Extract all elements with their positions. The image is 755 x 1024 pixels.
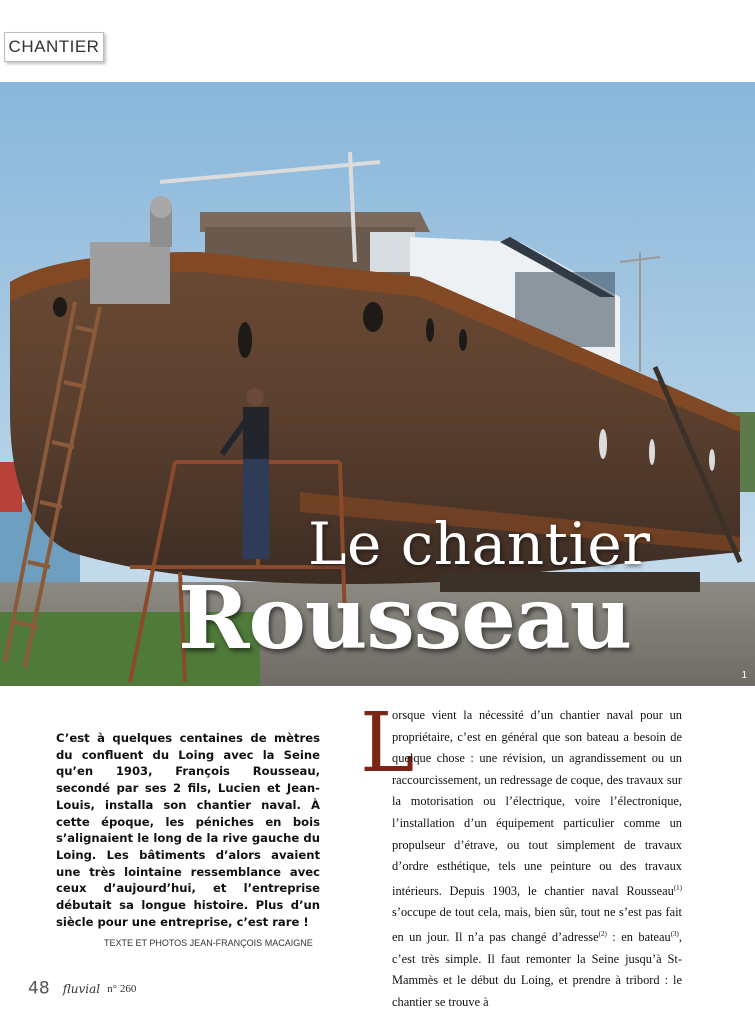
porthole xyxy=(53,297,67,317)
title-line-2: Rousseau xyxy=(178,568,632,669)
porthole xyxy=(238,322,252,358)
worker xyxy=(246,388,264,406)
wheelhouse-window xyxy=(370,232,415,272)
porthole xyxy=(459,329,467,351)
article-body: orsque vient la nécessité d’un chantier naval pour un propriétaire, c’est en général que son bateau a besoin de quelque chose : une révision, un agrandissement ou un raccourcissement, un redressage de coque, des travaux sur la motorisation ou l’électrique, voire l’électronique, l’installation d’un équipement particulier comme un propulseur d’étrave, ou tout simplement de travaux d’ordre esthétique, tels une peinture ou des travaux intérieurs. Depuis 1903, le chantier naval Rousseau$^{(1)}$ s’occupe de tout cela, mais, bien sûr, tout ne s’est pas fait en un jour. Il n’a pas changé d’adresse$^{(2)}$ : en bateau$^{(3)}$, c’est très simple. Il faut remonter la Seine jusqu’à St-Mammès et le début du Loing, et prendre à tribord : le chantier se trouve à xyxy=(392,708,682,1009)
footnote-ref: (3) xyxy=(670,930,679,939)
photo-number: 1 xyxy=(741,670,747,681)
porthole xyxy=(426,318,434,342)
page-footer xyxy=(28,978,136,1002)
issue-number: n° 260 xyxy=(107,982,137,995)
section-label: CHANTIER xyxy=(8,37,100,56)
magazine-name: fluvial xyxy=(62,981,101,996)
page-number: 48 xyxy=(28,978,50,999)
porthole xyxy=(709,449,715,471)
photo-credit: TEXTE ET PHOTOS JEAN-FRANÇOIS MACAIGNE xyxy=(104,938,313,948)
section-tag xyxy=(4,32,104,62)
intro-paragraph: C’est à quelques centaines de mètres du confluent du Loing avec la Seine qu’en 1903, François Rousseau, secondé par ses 2 fils, Lucien et Jean-Louis, installa son chantier naval. À cette époque, les péniches en bois s’alignaient le long de la rive gauche du Loing. Les bâtiments d’alors avaient une très lointaine ressemblance avec ceux d’aujourd’hui, et l’entreprise débutait sa longue histoire. Plus d’un siècle pour une entreprise, c’est rare ! xyxy=(56,731,320,929)
porthole xyxy=(599,429,607,459)
porthole xyxy=(363,302,383,332)
tank xyxy=(90,242,170,304)
footnote-ref: (1) xyxy=(673,883,682,892)
drop-cap: L xyxy=(360,696,415,791)
footnote-ref: (2) xyxy=(598,930,607,939)
porthole xyxy=(649,439,655,465)
title-line-1: Le chantier xyxy=(308,510,651,578)
